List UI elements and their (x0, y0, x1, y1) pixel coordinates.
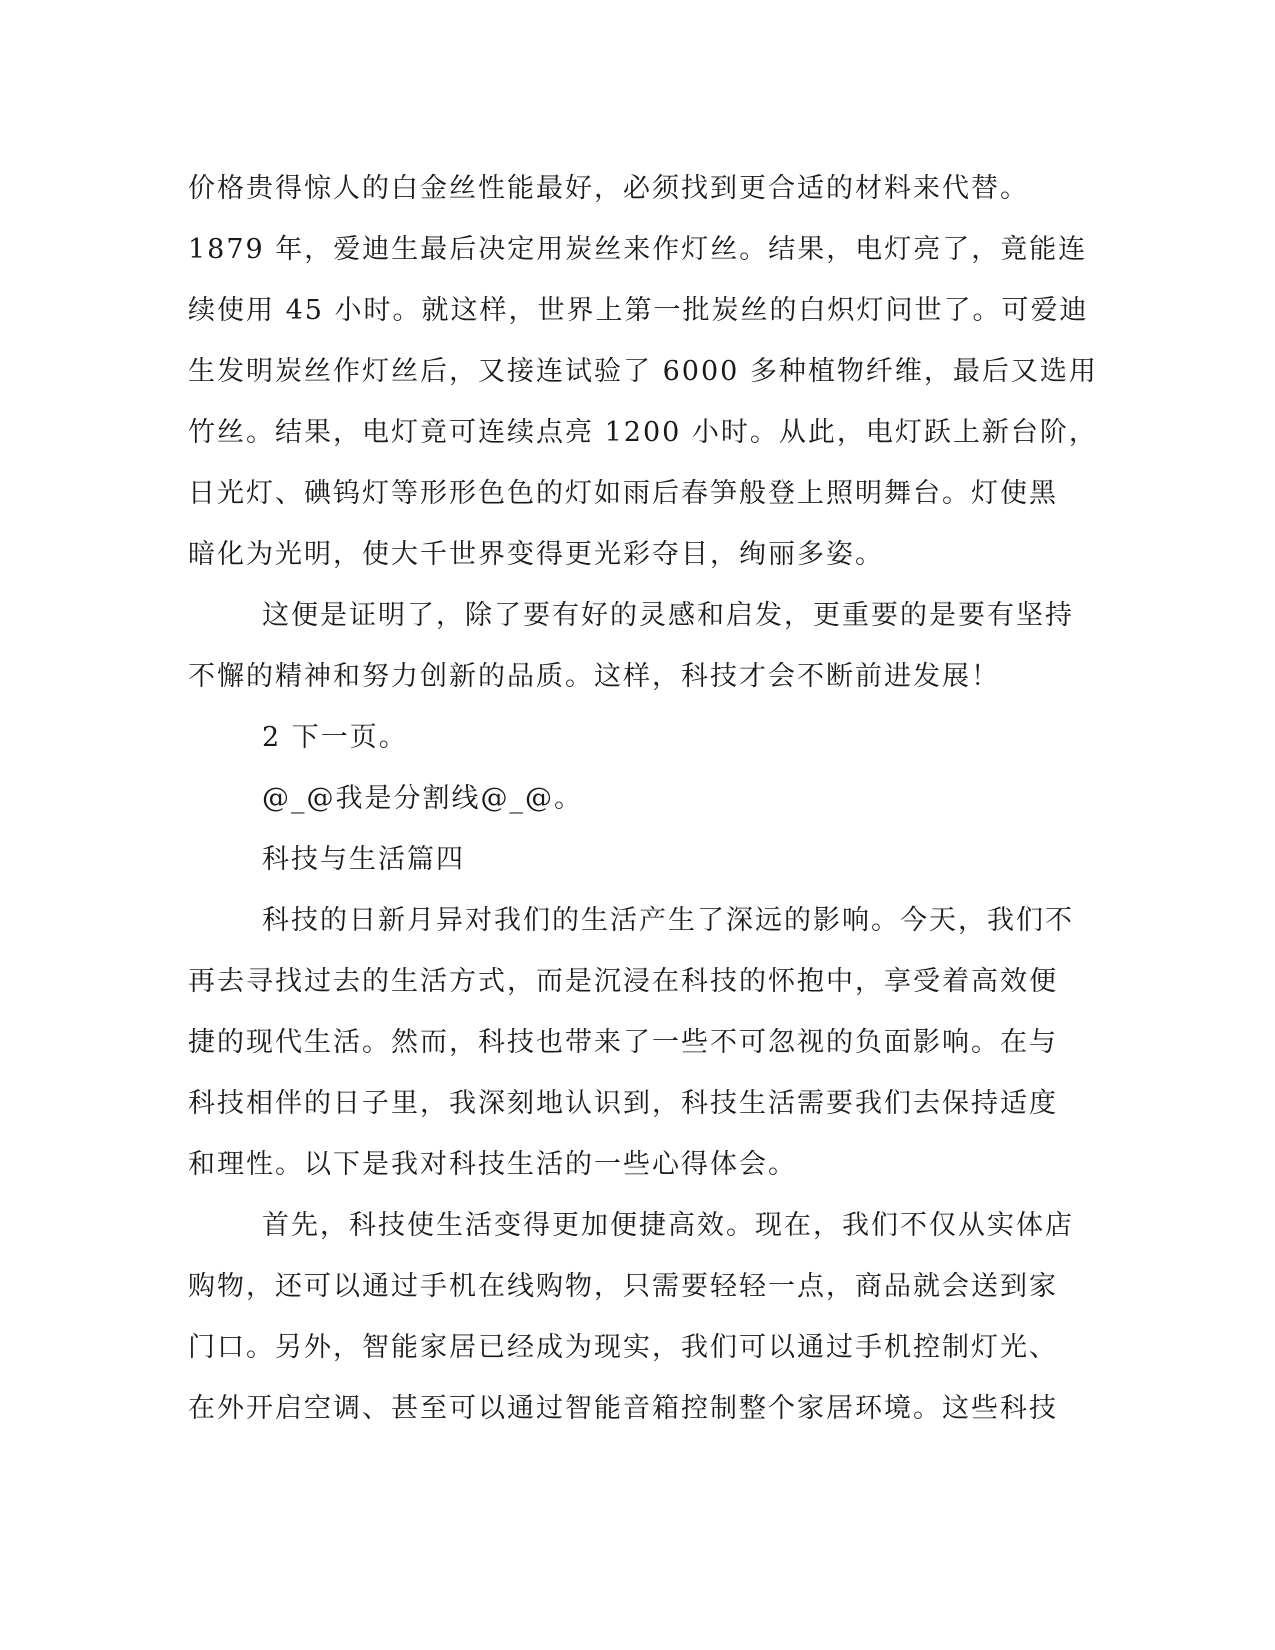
text-line: 不懈的精神和努力创新的品质。这样，科技才会不断前进发展！ (188, 661, 1000, 692)
text-line: 科技的日新月异对我们的生活产生了深远的影响。今天，我们不 (262, 905, 1074, 936)
text-line: 首先，科技使生活变得更加便捷高效。现在，我们不仅从实体店 (262, 1210, 1074, 1241)
text-line: 在外开启空调、甚至可以通过智能音箱控制整个家居环境。这些科技 (188, 1393, 1058, 1424)
text-line: 科技相伴的日子里，我深刻地认识到，科技生活需要我们去保持适度 (188, 1088, 1058, 1119)
text-line: 日光灯、碘钨灯等形形色色的灯如雨后春笋般登上照明舞台。灯使黑 (188, 478, 1058, 509)
text-line: 科技与生活篇四 (262, 844, 465, 875)
text-line: 续使用 45 小时。就这样，世界上第一批炭丝的白炽灯问世了。可爱迪 (188, 295, 1089, 326)
text-line: 购物，还可以通过手机在线购物，只需要轻轻一点，商品就会送到家 (188, 1271, 1058, 1302)
text-line: 和理性。以下是我对科技生活的一些心得体会。 (188, 1149, 797, 1180)
text-line: 价格贵得惊人的白金丝性能最好，必须找到更合适的材料来代替。 (188, 173, 1029, 204)
text-line: 再去寻找过去的生活方式，而是沉浸在科技的怀抱中，享受着高效便 (188, 966, 1058, 997)
text-line: 2 下一页。 (262, 722, 408, 753)
text-line: 竹丝。结果，电灯竟可连续点亮 1200 小时。从此，电灯跃上新台阶， (188, 417, 1098, 448)
text-line: @_@我是分割线@_@。 (262, 783, 583, 814)
text-line: 这便是证明了，除了要有好的灵感和启发，更重要的是要有坚持 (262, 600, 1074, 631)
text-line: 1879 年，爱迪生最后决定用炭丝来作灯丝。结果，电灯亮了，竟能连 (188, 234, 1088, 265)
document-body (188, 158, 1098, 1439)
text-line: 暗化为光明，使大千世界变得更光彩夺目，绚丽多姿。 (188, 539, 884, 570)
text-line: 生发明炭丝作灯丝后，又接连试验了 6000 多种植物纤维，最后又选用 (188, 356, 1098, 387)
text-line: 捷的现代生活。然而，科技也带来了一些不可忽视的负面影响。在与 (188, 1027, 1058, 1058)
text-line: 门口。另外，智能家居已经成为现实，我们可以通过手机控制灯光、 (188, 1332, 1058, 1363)
